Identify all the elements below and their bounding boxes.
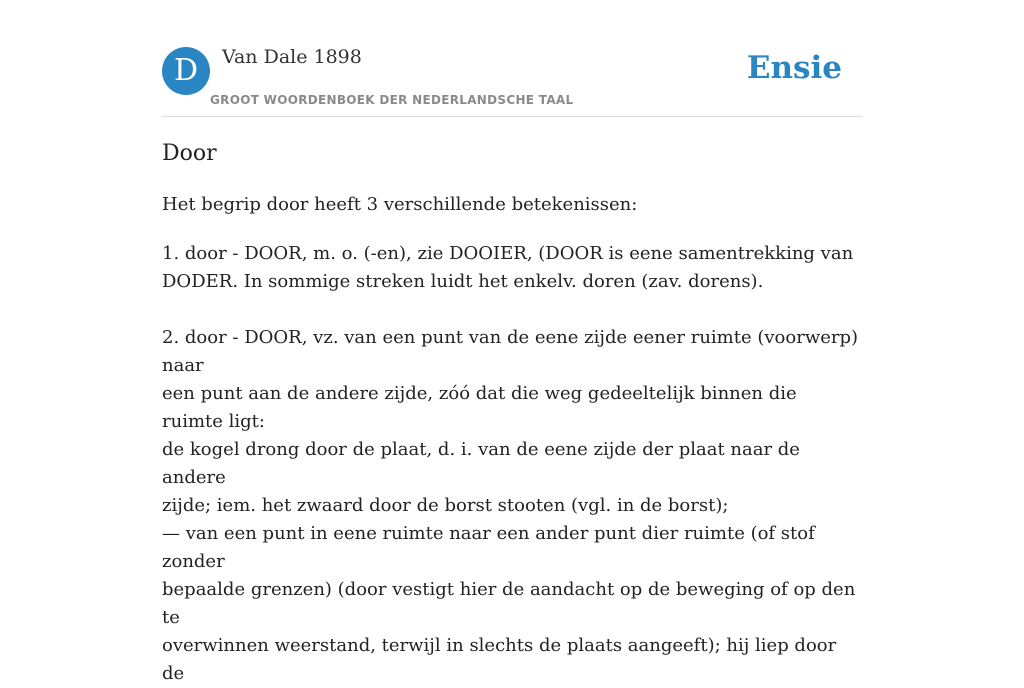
header	[162, 0, 862, 117]
definition-line: DODER. In sommige streken luidt het enkelv. doren (zav. dorens).	[162, 271, 764, 292]
definition-line: een punt aan de andere zijde, zóó dat die weg gedeeltelijk binnen die ruimte ligt:	[162, 383, 797, 432]
page	[162, 0, 862, 684]
source-subtitle: GROOT WOORDENBOEK DER NEDERLANDSCHE TAAL	[210, 93, 574, 107]
definition-line: zijde; iem. het zwaard door de borst stooten (vgl. in de borst);	[162, 495, 729, 516]
definition-spacer	[162, 296, 862, 324]
definition-line: — van een punt in eene ruimte naar een ander punt dier ruimte (of stof zonder	[162, 523, 815, 572]
brand-logo[interactable]: Ensie	[746, 50, 842, 86]
definition-line: bepaalde grenzen) (door vestigt hier de aandacht op de beweging of op den te	[162, 579, 856, 628]
definition-line: 1. door - DOOR, m. o. (-en), zie DOOIER, (DOOR is eene samentrekking van	[162, 243, 854, 264]
definition-line: overwinnen weerstand, terwijl in slechts de plaats aangeeft); hij liep door de	[162, 635, 837, 684]
entry-title: Door	[162, 141, 217, 166]
definitions-list	[162, 240, 862, 688]
definition-line: de kogel drong door de plaat, d. i. van de eene zijde der plaat naar de andere	[162, 439, 800, 488]
source-logo[interactable]: D	[162, 47, 210, 95]
source-title[interactable]: Van Dale 1898	[222, 46, 362, 68]
definition-1	[162, 240, 862, 296]
definition-line: 2. door - DOOR, vz. van een punt van de eene zijde eener ruimte (voorwerp) naar	[162, 327, 859, 376]
entry-intro: Het begrip door heeft 3 verschillende betekenissen:	[162, 194, 638, 215]
definition-2	[162, 324, 862, 688]
